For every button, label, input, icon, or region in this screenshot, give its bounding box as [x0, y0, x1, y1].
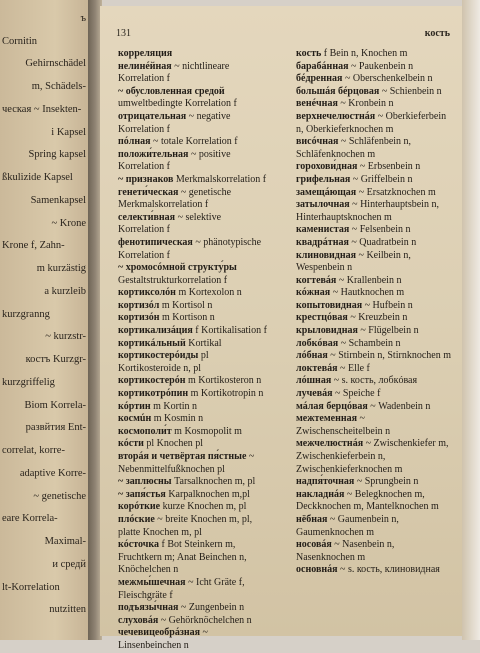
entry-headword: кóсточка: [118, 539, 159, 551]
left-page-text-line: Maximal-: [44, 536, 86, 548]
left-page-text-line: m kurzästig: [36, 263, 86, 275]
dictionary-entry: [296, 539, 452, 564]
dictionary-entry: [118, 476, 268, 489]
entry-headword: бéдренная: [296, 73, 343, 85]
dictionary-entry: [118, 187, 268, 212]
dictionary-entry: [296, 375, 452, 388]
entry-headword: накладнáя: [296, 488, 345, 500]
dictionary-entry: [118, 212, 268, 237]
entry-headword: чечевицеобрáзная: [118, 627, 201, 639]
dictionary-entry: [118, 489, 268, 502]
dictionary-entry: [296, 98, 452, 111]
entry-headword: большáя бéрцовая: [296, 85, 380, 97]
dictionary-entry: [118, 615, 268, 628]
dictionary-entry: [296, 61, 452, 74]
entry-headword: кóртин: [118, 400, 151, 412]
entry-headword: межчелюстнáя: [296, 438, 364, 450]
entry-headword: кортикостерóиды: [118, 350, 199, 362]
entry-definition: ~ phänotypische Korrelation f: [118, 236, 262, 261]
entry-headword: кортикализáция: [118, 325, 193, 337]
entry-definition: ~ Stirnbein n, Stirnknochen m: [330, 350, 451, 362]
left-page-text-line: ~ genetische: [33, 490, 86, 502]
entry-definition: ~ Zwischenkiefer m, Zwischenkieferbein n, Zwischenkieferknochen m: [296, 438, 449, 475]
entry-headword: квадрáтная: [296, 236, 349, 248]
entry-definition: ~ Hufbein n: [364, 299, 413, 311]
entry-headword: космúн: [118, 413, 152, 425]
entry-headword: корóткие: [118, 501, 161, 513]
entry-headword: ~ запя́стья: [118, 488, 166, 500]
entry-headword: копытовидная: [296, 299, 363, 311]
dictionary-entry: [118, 300, 268, 313]
dictionary-entry: [118, 388, 268, 401]
entry-definition: ~ Schläfenbein n, Schläfenknochen m: [296, 136, 412, 160]
dictionary-entry: [118, 48, 268, 61]
dictionary-entry: [296, 250, 452, 275]
left-page-text-line: Biom Korrela-: [24, 399, 86, 411]
dictionary-entry: [118, 149, 268, 174]
entry-definition: ~ Elle f: [340, 362, 370, 374]
entry-definition: m Kortisol n: [161, 299, 213, 311]
entry-definition: m Kortison n: [162, 312, 215, 324]
entry-definition: m Kosmin n: [153, 413, 204, 425]
dictionary-entry: [118, 350, 268, 375]
entry-headword: крестцóвая: [296, 312, 348, 324]
dictionary-entry: [118, 61, 268, 86]
dictionary-entry: [118, 413, 268, 426]
entry-headword: кортикостерóн: [118, 375, 186, 387]
entry-headword: подъязы́чная: [118, 602, 179, 614]
entry-headword: кортизóн: [118, 312, 160, 324]
dictionary-entry: [118, 86, 268, 111]
entry-definition: f Kortikalisation f: [195, 325, 267, 337]
entry-definition: kurze Knochen m, pl: [162, 501, 247, 513]
entry-definition: ~ Quadratbein n: [351, 236, 417, 248]
left-page-text-line: ъ: [80, 13, 86, 24]
entry-definition: Karpalknochen m,pl: [168, 488, 250, 500]
right-page: [100, 6, 462, 651]
dictionary-entry: [296, 564, 452, 577]
entry-definition: ~ totale Korrelation f: [153, 136, 238, 148]
entry-definition: ~ Oberkieferbein n, Oberkieferknochen m: [296, 110, 447, 135]
entry-headword: клиновидная: [296, 249, 357, 261]
dictionary-entry: [296, 237, 452, 250]
entry-headword: корреляция: [118, 48, 173, 59]
left-page-text-line: eare Korrela-: [2, 513, 58, 525]
dictionary-entry: [118, 111, 268, 136]
entry-headword: висóчная: [296, 136, 339, 148]
entry-definition: ~ Keilbein n, Wespenbein n: [296, 249, 411, 274]
entry-headword: межмы́шечная: [118, 576, 186, 588]
dictionary-entry: [118, 174, 268, 187]
left-page-text-line: Samenkapsel: [30, 194, 86, 206]
dictionary-entry: [118, 375, 268, 388]
entry-headword: генети́ческая: [118, 186, 179, 198]
entry-definition: pl Knochen pl: [146, 438, 204, 450]
left-page-text-line: Krone f, Zahn-: [2, 240, 65, 252]
dictionary-entry: [118, 539, 268, 577]
entry-headword: ~ заплюсны: [118, 476, 172, 488]
entry-definition: ~ s. кость, лобкóвая: [333, 375, 418, 387]
entry-definition: ~ genetische Merkmalskorrelation f: [118, 186, 232, 211]
left-page-text-line: nutzitten: [49, 604, 86, 616]
entry-headword: основнáя: [296, 564, 338, 576]
dictionary-entry: [296, 48, 452, 61]
dictionary-entry: [296, 73, 452, 86]
entry-headword: кóжная: [296, 287, 331, 299]
entry-headword: кортизóл: [118, 299, 160, 311]
entry-headword: горохови́дная: [296, 161, 358, 173]
dictionary-entry: [118, 426, 268, 439]
entry-definition: ~ Griffelbein n: [352, 173, 413, 185]
entry-headword: барабáнная: [296, 60, 349, 72]
right-column: [296, 48, 452, 577]
dictionary-entry: [118, 401, 268, 414]
entry-definition: ~ Kronbein n: [340, 98, 394, 110]
entry-definition: ~ positive Korrelation f: [118, 148, 231, 173]
dictionary-entry: [296, 287, 452, 300]
left-page-text-line: ческая ~ Insekten-: [2, 103, 82, 115]
entry-headword: лóшная: [296, 375, 332, 387]
entry-definition: f Bein n, Knochen m: [323, 48, 408, 59]
entry-definition: Kortikal: [188, 337, 222, 349]
dictionary-entry: [118, 451, 268, 476]
entry-definition: m Kortexolon n: [178, 287, 242, 299]
entry-headword: кóсти: [118, 438, 144, 450]
entry-definition: ~ negative Korrelation f: [118, 110, 231, 135]
dictionary-entry: [296, 438, 452, 476]
entry-definition: ~ Kreuzbein n: [350, 312, 408, 324]
entry-definition: ~ Schienbein n: [381, 85, 442, 97]
entry-headword: слуховáя: [118, 614, 159, 626]
entry-definition: ~ Sprungbein n: [356, 476, 419, 488]
dictionary-entry: [118, 514, 268, 539]
entry-headword: затылочная: [296, 199, 350, 211]
entry-definition: ~ Flügelbein n: [360, 325, 419, 337]
entry-headword: мáлая берцóвая: [296, 400, 368, 412]
entry-headword: кортикáльный: [118, 337, 186, 349]
entry-definition: ~ selektive Korrelation f: [118, 211, 222, 236]
entry-definition: ~ Zungenbein n: [180, 602, 245, 614]
dictionary-entry: [296, 136, 452, 161]
entry-definition: umweltbedingte Korrelation f: [118, 98, 237, 110]
left-page-text-line: i Kapsel: [51, 126, 86, 138]
dictionary-entry: [118, 136, 268, 149]
entry-headword: когтевáя: [296, 274, 337, 286]
entry-definition: ~ nichtlineare Korrelation f: [118, 60, 230, 85]
left-page-text-line: костъ Kurzgr-: [25, 354, 86, 366]
entry-definition: ~ Hinterhauptsbein n, Hinterhauptsknochen m: [296, 199, 439, 223]
dictionary-entry: [296, 161, 452, 174]
entry-headword: вторáя и четвёртая пя́стные: [118, 451, 247, 462]
entry-definition: ~ Erbsenbein n: [359, 161, 421, 173]
entry-definition: ~ Wadenbein n: [370, 400, 431, 412]
entry-definition: ~ s. кость, клиновидная: [340, 564, 440, 576]
dictionary-entry: [296, 275, 452, 288]
dictionary-entry: [118, 287, 268, 300]
dictionary-entry: [296, 476, 452, 489]
left-page-text-line: m, Schädels-: [31, 81, 86, 93]
left-page: [0, 0, 92, 640]
entry-headword: нелинéйная: [118, 60, 172, 72]
entry-headword: пóлная: [118, 136, 151, 148]
entry-definition: m Kortikosteron n: [187, 375, 262, 387]
dictionary-entry: [296, 363, 452, 376]
dictionary-entry: [296, 86, 452, 99]
dictionary-entry: [296, 413, 452, 438]
dictionary-entry: [118, 501, 268, 514]
left-page-text-line: развйтия Ent-: [25, 422, 86, 434]
running-head: кость: [424, 28, 450, 39]
entry-headword: лучевáя: [296, 388, 333, 400]
dictionary-entry: [118, 338, 268, 351]
entry-definition: m Kortin n: [153, 400, 198, 412]
entry-headword: венéчная: [296, 98, 338, 110]
left-page-text-line: ~ kurzstr-: [45, 331, 86, 343]
left-page-text-line: correlat, korre-: [2, 445, 65, 457]
entry-definition: ~ Nasenbein n, Nasenknochen m: [296, 539, 395, 563]
entry-headword: нёбная: [296, 513, 328, 525]
entry-headword: космополи́т: [118, 425, 172, 437]
dictionary-entry: [296, 401, 452, 414]
entry-headword: каменистая: [296, 224, 350, 236]
entry-headword: кортиксолóн: [118, 287, 176, 299]
entry-headword: отрицательная: [118, 110, 187, 122]
dictionary-entry: [296, 325, 452, 338]
left-page-text-line: Cornitin: [2, 35, 38, 47]
dictionary-entry: [296, 174, 452, 187]
entry-headword: лóбная: [296, 350, 328, 362]
entry-headword: ~ хромосóмной структу́ры: [118, 262, 237, 274]
entry-headword: верхнечелюстнáя: [296, 110, 376, 122]
dictionary-entry: [296, 199, 452, 224]
entry-headword: кость: [296, 48, 322, 59]
entry-headword: лобкóвая: [296, 337, 339, 349]
entry-definition: ~ Felsenbein n: [351, 224, 411, 236]
entry-headword: селекти́вная: [118, 211, 176, 223]
left-page-text-line: ßkulizide Kapsel: [2, 172, 73, 184]
entry-headword: положи́тельная: [118, 148, 189, 160]
dictionary-entry: [296, 300, 452, 313]
dictionary-entry: [118, 577, 268, 602]
dictionary-entry: [118, 237, 268, 262]
dictionary-entry: [296, 312, 452, 325]
left-page-text-line: kurzgriffelig: [2, 376, 55, 388]
dictionary-entry: [296, 187, 452, 200]
dictionary-entry: [118, 627, 268, 652]
left-column: [118, 48, 268, 653]
entry-definition: ~ Nebenmittelfußknochen pl: [118, 451, 255, 475]
dictionary-entry: [296, 224, 452, 237]
entry-headword: кортикотрóпин: [118, 388, 189, 400]
entry-definition: ~ Zwischenscheitelbein n: [296, 413, 391, 437]
entry-definition: m Kortikotropin n: [190, 388, 264, 400]
dictionary-entry: [118, 438, 268, 451]
dictionary-entry: [296, 514, 452, 539]
entry-definition: ~ Icht Gräte f, Fleischgräte f: [118, 576, 245, 601]
dictionary-entry: [296, 111, 452, 136]
entry-definition: ~ Paukenbein n: [351, 60, 414, 72]
entry-definition: ~ breite Knochen m, pl, platte Knochen m, pl: [118, 513, 253, 538]
entry-definition: ~ Linsenbeinchen n: [118, 627, 208, 651]
dictionary-entry: [118, 312, 268, 325]
left-page-text-line: adaptive Korre-: [19, 467, 86, 479]
entry-definition: ~ Speiche f: [335, 388, 381, 400]
dictionary-entry: [118, 602, 268, 615]
entry-headword: ~ обусловленная средой: [118, 85, 225, 97]
entry-definition: ~ Gaumenbein n, Gaumenknochen m: [296, 513, 399, 538]
entry-definition: ~ Gehörknöchelchen n: [160, 614, 252, 626]
page-edge: [462, 0, 480, 640]
entry-headword: межтеменная: [296, 413, 358, 425]
entry-definition: f Bot Steinkern m, Fruchtkern m; Anat Beinchen n, Knöchelchen n: [118, 539, 247, 576]
entry-headword: фенотипическая: [118, 236, 193, 248]
page-number: 131: [116, 28, 131, 39]
dictionary-entry: [118, 262, 268, 287]
entry-definition: ~ Oberschenkelbein n: [344, 73, 433, 85]
left-page-text-line: Spring kapsel: [28, 149, 86, 161]
entry-headword: крыловидная: [296, 325, 358, 337]
left-page-text-line: lt-Korrelation: [2, 581, 60, 593]
entry-headword: плóские: [118, 513, 155, 525]
entry-definition: ~ Krallenbein n: [338, 274, 402, 286]
left-page-text-line: ~ Krone: [51, 217, 86, 229]
left-page-text-line: kurzgranng: [2, 308, 50, 320]
entry-definition: pl Kortikosteroide n, pl: [118, 350, 209, 374]
dictionary-entry: [296, 489, 452, 514]
entry-definition: m Kosmopolit m: [174, 425, 242, 437]
entry-headword: носовáя: [296, 539, 332, 551]
entry-definition: Gestaltstrukturkorrelation f: [118, 274, 228, 286]
entry-definition: Merkmalskorrelation f: [175, 173, 267, 185]
entry-headword: надпя́точная: [296, 476, 355, 488]
left-page-text-line: a kurzleib: [44, 285, 86, 297]
entry-definition: ~ Belegknochen m, Deckknochen m, Mantelknochen m: [296, 488, 439, 513]
entry-headword: замещáющая: [296, 186, 357, 198]
entry-definition: ~ Schambein n: [340, 337, 401, 349]
entry-definition: Tarsalknochen m, pl: [174, 476, 256, 488]
entry-definition: ~ Ersatzknochen m: [358, 186, 436, 198]
entry-headword: ~ признаков: [118, 173, 174, 185]
dictionary-entry: [118, 325, 268, 338]
dictionary-entry: [296, 388, 452, 401]
left-page-text-line: и средй: [52, 558, 86, 570]
dictionary-entry: [296, 350, 452, 363]
dictionary-entry: [296, 338, 452, 351]
entry-definition: ~ Hautknochen m: [332, 287, 405, 299]
entry-headword: локтевáя: [296, 362, 338, 374]
left-page-text-line: Gehirnschädel: [25, 58, 86, 70]
entry-headword: грифельная: [296, 173, 351, 185]
